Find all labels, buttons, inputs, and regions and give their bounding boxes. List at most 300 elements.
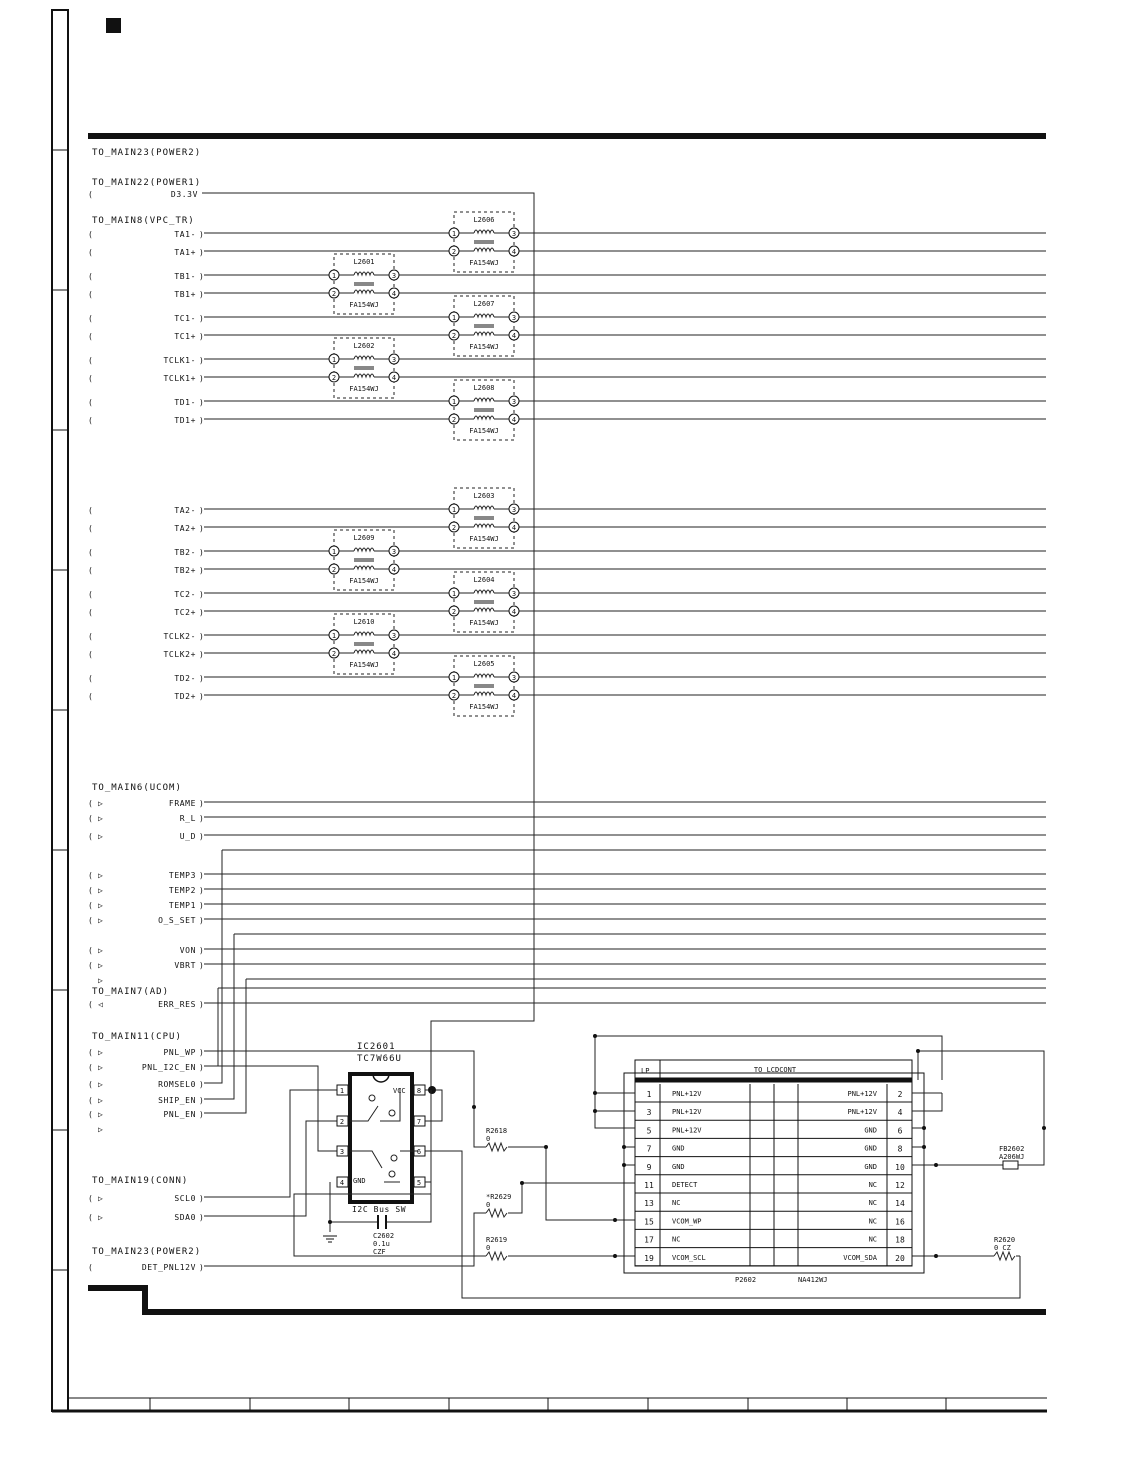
resistor-r2620 xyxy=(912,1236,1020,1260)
filter-pin: 3 xyxy=(511,590,517,598)
signal-upper-5 xyxy=(88,332,1046,341)
arrow-mark: ▷ xyxy=(98,1063,104,1072)
filter-pin: 1 xyxy=(331,548,337,556)
paren-mark: ) xyxy=(199,566,205,575)
connector-signal-left: VCOM_WP xyxy=(672,1217,702,1226)
header-ucom: TO_MAIN6(UCOM) xyxy=(92,783,182,793)
signal-upper-4 xyxy=(88,314,1046,323)
filter-part: FA154WJ xyxy=(349,577,379,585)
paren-mark: ) xyxy=(199,832,205,841)
signal-label: TCLK1- xyxy=(163,356,196,365)
filter-pin: 4 xyxy=(511,248,517,256)
signal-upper-3 xyxy=(88,290,1046,299)
paren-mark: ( xyxy=(88,1096,94,1105)
paren-mark: ( xyxy=(88,1048,94,1057)
signal-ucom-1 xyxy=(88,814,1046,823)
cap-value: 0.1u xyxy=(373,1240,390,1248)
signal-lower-5 xyxy=(88,608,1046,617)
header-ad: TO_MAIN7(AD) xyxy=(92,987,170,997)
connector-p2602 xyxy=(624,1060,924,1284)
arrow-mark: ▷ xyxy=(98,901,104,910)
arrow-mark: ▷ xyxy=(98,1125,104,1134)
connector-pin-right: 14 xyxy=(895,1199,905,1209)
header-power2-bottom: TO_MAIN23(POWER2) xyxy=(92,1247,202,1257)
paren-mark: ) xyxy=(199,1048,205,1057)
connector-pin-right: 4 xyxy=(897,1108,903,1118)
paren-mark: ( xyxy=(88,961,94,970)
filter-pin: 4 xyxy=(511,608,517,616)
signal-upper-6 xyxy=(88,356,1046,365)
filter-pin: 4 xyxy=(511,332,517,340)
connector-signal-right: GND xyxy=(864,1162,877,1171)
arrow-mark: ▷ xyxy=(98,871,104,880)
filter-l2603 xyxy=(449,488,519,548)
filter-pin: 2 xyxy=(331,374,337,382)
connector-signal-left: GND xyxy=(672,1162,685,1171)
header-cpu: TO_MAIN11(CPU) xyxy=(92,1032,182,1042)
signal-lower-1 xyxy=(88,524,1046,533)
signal-temp-2 xyxy=(88,901,1046,910)
paren-mark: ) xyxy=(199,548,205,557)
corner-marker xyxy=(106,18,121,33)
paren-mark: ( xyxy=(88,398,94,407)
connector-signal-right: NC xyxy=(868,1217,877,1226)
paren-mark: ) xyxy=(199,674,205,683)
filter-l2604 xyxy=(449,572,519,632)
signal-label: TD2- xyxy=(174,674,196,683)
filter-part: FA154WJ xyxy=(469,259,499,267)
signal-lower-4 xyxy=(88,590,1046,599)
signal-lower-9 xyxy=(88,692,1046,701)
filter-l2601 xyxy=(329,254,399,314)
filter-pin: 3 xyxy=(391,548,397,556)
arrow-mark: ▷ xyxy=(98,886,104,895)
filter-ref: L2602 xyxy=(353,342,375,350)
paren-mark: ( xyxy=(88,566,94,575)
arrow-mark: ▷ xyxy=(98,832,104,841)
filter-ref: L2609 xyxy=(353,534,375,542)
resistors xyxy=(472,1105,1020,1260)
signal-label: TD1+ xyxy=(174,416,196,425)
filter-pin: 2 xyxy=(451,332,457,340)
signal-label: TA1+ xyxy=(174,248,196,257)
arrow-mark: ▷ xyxy=(98,1048,104,1057)
paren-mark: ( xyxy=(88,332,94,341)
signal-label: TC1+ xyxy=(174,332,196,341)
arrow-mark: ▷ xyxy=(98,916,104,925)
ic-pin: 7 xyxy=(416,1118,422,1126)
paren-mark: ( xyxy=(88,871,94,880)
signal-label: DET_PNL12V xyxy=(141,1263,196,1272)
paren-mark: ) xyxy=(199,1080,205,1089)
paren-mark: ( xyxy=(88,416,94,425)
connector-signal-left: PNL+12V xyxy=(672,1090,702,1098)
signal-upper-8 xyxy=(88,398,1046,407)
signal-v-0 xyxy=(88,946,1046,955)
filter-l2610 xyxy=(329,614,399,674)
header-power2-top: TO_MAIN23(POWER2) xyxy=(92,148,202,158)
ferrite-part: A206WJ xyxy=(999,1153,1025,1161)
cap-ref: C2602 xyxy=(373,1232,395,1240)
paren-mark: ) xyxy=(199,946,205,955)
paren-mark: ( xyxy=(88,674,94,683)
signal-label: ROMSEL0 xyxy=(158,1080,196,1089)
header-vpc-tr: TO_MAIN8(VPC_TR) xyxy=(92,216,195,226)
signal-label: PNL_I2C_EN xyxy=(141,1063,196,1072)
capacitor-c2602 xyxy=(323,1090,431,1256)
signal-lower-7 xyxy=(88,650,1046,659)
filter-part: FA154WJ xyxy=(349,661,379,669)
connector-pin-right: 20 xyxy=(895,1253,905,1263)
filter-pin: 2 xyxy=(331,566,337,574)
signal-conn-1 xyxy=(88,1121,350,1222)
filter-pin: 3 xyxy=(511,674,517,682)
paren-mark: ) xyxy=(199,1096,205,1105)
signal-cpu-1 xyxy=(88,1063,350,1151)
filter-l2608 xyxy=(449,380,519,440)
resistor-ref: R2619 xyxy=(486,1236,508,1244)
paren-mark: ( xyxy=(88,272,94,281)
ic-pin: 6 xyxy=(416,1148,422,1156)
signal-label: TB2- xyxy=(174,548,196,557)
cap-type: CZF xyxy=(373,1248,386,1256)
signal-temp-3 xyxy=(88,916,1046,925)
connector-pin-right: 10 xyxy=(895,1162,905,1172)
filter-pin: 1 xyxy=(451,314,457,322)
paren-mark: ) xyxy=(199,1213,205,1222)
connector-signal-right: NC xyxy=(868,1235,877,1244)
resistor-value: 0 CZ xyxy=(994,1244,1011,1252)
connector-pin-right: 8 xyxy=(897,1144,903,1154)
filter-pin: 4 xyxy=(391,374,397,382)
filter-pin: 2 xyxy=(451,248,457,256)
paren-mark: ( xyxy=(88,946,94,955)
connector-signal-left: NC xyxy=(672,1235,681,1244)
paren-mark: ( xyxy=(88,1263,94,1272)
paren-mark: ( xyxy=(88,832,94,841)
paren-mark: ) xyxy=(199,1194,205,1203)
filter-pin: 1 xyxy=(451,230,457,238)
signal-lower-3 xyxy=(88,566,1046,575)
paren-mark: ) xyxy=(199,416,205,425)
arrow-mark: ▷ xyxy=(98,976,104,985)
filter-pin: 3 xyxy=(511,230,517,238)
connector-wiring xyxy=(593,1034,942,1167)
connector-signal-right: NC xyxy=(868,1181,877,1189)
paren-mark: ( xyxy=(88,1063,94,1072)
paren-mark: ) xyxy=(199,248,205,257)
filter-pin: 1 xyxy=(331,272,337,280)
filter-ref: L2603 xyxy=(473,492,495,500)
paren-mark: ( xyxy=(88,230,94,239)
signal-label: R_L xyxy=(179,814,196,823)
paren-mark: ) xyxy=(199,1000,205,1009)
paren-mark: ( xyxy=(88,886,94,895)
paren-mark: ( xyxy=(88,248,94,257)
connector-pin-right: 18 xyxy=(895,1235,905,1245)
paren-mark: ) xyxy=(199,332,205,341)
connector-pin-left: 13 xyxy=(644,1199,654,1209)
paren-mark: ( xyxy=(88,314,94,323)
filter-ref: L2601 xyxy=(353,258,375,266)
ic-vcc: VCC xyxy=(393,1087,406,1095)
filter-part: FA154WJ xyxy=(349,301,379,309)
signal-label: TD1- xyxy=(174,398,196,407)
signal-label: TB2+ xyxy=(174,566,196,575)
filter-l2606 xyxy=(449,212,519,272)
filter-part: FA154WJ xyxy=(469,535,499,543)
filter-ref: L2604 xyxy=(473,576,495,584)
signal-label: FRAME xyxy=(168,799,196,808)
paren-mark: ) xyxy=(199,871,205,880)
paren-mark: ) xyxy=(199,374,205,383)
paren-mark: ( xyxy=(88,901,94,910)
paren-mark: ) xyxy=(199,608,205,617)
signal-label: O_S_SET xyxy=(158,916,196,925)
connector-signal-right: GND xyxy=(864,1144,877,1153)
connector-pin-right: 2 xyxy=(897,1090,903,1099)
ic-pin: 8 xyxy=(416,1087,422,1095)
arrow-mark: ▷ xyxy=(98,1080,104,1089)
connector-pin-left: 19 xyxy=(644,1253,654,1263)
paren-mark: ( xyxy=(88,632,94,641)
signal-label: TB1+ xyxy=(174,290,196,299)
signal-label: TB1- xyxy=(174,272,196,281)
paren-mark: ( xyxy=(88,1080,94,1089)
paren-mark: ) xyxy=(199,356,205,365)
paren-mark: ( xyxy=(88,506,94,515)
arrow-mark: ▷ xyxy=(98,1096,104,1105)
resistor-value: 0 xyxy=(486,1244,491,1252)
paren-mark: ( xyxy=(88,356,94,365)
paren-mark: ( xyxy=(88,1194,94,1203)
signal-label: TEMP1 xyxy=(168,901,196,910)
resistor-ref: *R2629 xyxy=(486,1193,512,1201)
connector-signal-left: PNL+12V xyxy=(672,1126,702,1135)
signal-temp-0 xyxy=(88,871,1046,880)
signal-label: VBRT xyxy=(174,961,196,970)
filter-pin: 4 xyxy=(511,524,517,532)
arrow-mark: ▷ xyxy=(98,1213,104,1222)
paren-mark: ( xyxy=(88,799,94,808)
signal-lower-6 xyxy=(88,632,1046,641)
ic-pin: 2 xyxy=(339,1118,345,1126)
filter-part: FA154WJ xyxy=(349,385,379,393)
arrow-mark: ▷ xyxy=(98,1110,104,1119)
ic-ref: IC2601 xyxy=(357,1042,396,1052)
filter-part: FA154WJ xyxy=(469,703,499,711)
paren-mark: ( xyxy=(88,1110,94,1119)
connector-pin-left: 15 xyxy=(644,1217,654,1227)
connector-pin-right: 6 xyxy=(897,1126,903,1136)
signal-label: U_D xyxy=(179,832,196,841)
resistor-r2618 xyxy=(486,1127,635,1220)
signal-label: TEMP3 xyxy=(168,871,196,880)
signal-label: TA2- xyxy=(174,506,196,515)
connector-pin-left: 3 xyxy=(646,1108,652,1118)
ic-pin: 5 xyxy=(416,1179,422,1187)
connector-signal-right: PNL+12V xyxy=(847,1108,877,1117)
signal-lower-8 xyxy=(88,674,1046,683)
paren-mark: ) xyxy=(199,692,205,701)
signal-upper-1 xyxy=(88,248,1046,257)
filter-pin: 1 xyxy=(451,674,457,682)
filter-pin: 3 xyxy=(391,356,397,364)
paren-mark: ( xyxy=(88,608,94,617)
connector-signal-left: DETECT xyxy=(672,1181,698,1189)
filter-ref: L2606 xyxy=(473,216,495,224)
filter-pin: 3 xyxy=(391,632,397,640)
connector-signal-right: NC xyxy=(868,1199,877,1208)
paren-mark: ) xyxy=(199,886,205,895)
filter-pin: 4 xyxy=(511,692,517,700)
connector-signal-left: NC xyxy=(672,1199,681,1208)
ic-desc: I2C Bus SW xyxy=(352,1205,407,1214)
ferrite-ref: FB2602 xyxy=(999,1145,1025,1153)
paren-mark: ) xyxy=(199,314,205,323)
paren-mark: ( xyxy=(88,524,94,533)
filter-pin: 2 xyxy=(451,524,457,532)
filter-part: FA154WJ xyxy=(469,343,499,351)
connector-signal-left: GND xyxy=(672,1144,685,1153)
bottom-rule xyxy=(88,1288,1046,1312)
filter-l2607 xyxy=(449,296,519,356)
paren-mark: ) xyxy=(199,272,205,281)
filter-l2609 xyxy=(329,530,399,590)
signal-ucom-2 xyxy=(88,832,1046,841)
connector-title: TO LCDCONT xyxy=(753,1066,797,1074)
signal-label: TC1- xyxy=(174,314,196,323)
filter-pin: 1 xyxy=(451,398,457,406)
arrow-mark: ▷ xyxy=(98,814,104,823)
signal-label: TCLK1+ xyxy=(163,374,196,383)
signal-label: TA1- xyxy=(174,230,196,239)
signal-label: SCL0 xyxy=(174,1194,196,1203)
paren-mark: ) xyxy=(199,650,205,659)
filter-pin: 3 xyxy=(511,314,517,322)
ferrite-fb2602 xyxy=(916,1049,1046,1169)
connector-pin-right: 16 xyxy=(895,1217,905,1227)
signal-label: TCLK2+ xyxy=(163,650,196,659)
paren-mark: ) xyxy=(199,799,205,808)
paren-mark: ( xyxy=(88,290,94,299)
signal-ucom-0 xyxy=(88,799,1046,808)
paren-mark: ( xyxy=(88,814,94,823)
ic-gnd: GND xyxy=(353,1177,366,1185)
paren-mark: ) xyxy=(199,961,205,970)
paren-mark: ) xyxy=(199,524,205,533)
connector-signal-left: PNL+12V xyxy=(672,1108,702,1117)
filter-pin: 1 xyxy=(451,590,457,598)
filter-ref: L2607 xyxy=(473,300,495,308)
header-conn: TO_MAIN19(CONN) xyxy=(92,1176,189,1186)
signal-label: PNL_WP xyxy=(163,1048,196,1057)
filter-pin: 3 xyxy=(511,506,517,514)
signal-label: TA2+ xyxy=(174,524,196,533)
ic-part: TC7W66U xyxy=(357,1054,402,1064)
paren-mark: ) xyxy=(199,590,205,599)
paren-mark: ( xyxy=(88,1213,94,1222)
paren-mark: ) xyxy=(199,632,205,641)
filter-pin: 2 xyxy=(331,290,337,298)
filter-pin: 3 xyxy=(391,272,397,280)
signal-v-1 xyxy=(88,961,1046,970)
paren-mark: ) xyxy=(199,506,205,515)
resistor-r2619 xyxy=(486,1236,635,1260)
filter-ref: L2608 xyxy=(473,384,495,392)
paren-mark: ) xyxy=(199,230,205,239)
arrow-mark: ▷ xyxy=(98,946,104,955)
signal-err-res xyxy=(88,1000,1046,1009)
signal-label: PNL_EN xyxy=(163,1110,196,1119)
paren-mark: ( xyxy=(88,692,94,701)
paren-mark: ( xyxy=(88,650,94,659)
filter-part: FA154WJ xyxy=(469,427,499,435)
paren-mark: ) xyxy=(199,1063,205,1072)
ic-pin: 4 xyxy=(339,1179,345,1187)
signal-label: TC2- xyxy=(174,590,196,599)
connector-signal-left: VCOM_SCL xyxy=(672,1253,706,1262)
connector-pin-left: 7 xyxy=(646,1144,652,1154)
filter-pin: 2 xyxy=(451,416,457,424)
signal-label: SHIP_EN xyxy=(158,1096,196,1105)
filter-pin: 4 xyxy=(391,566,397,574)
connector-part: NA412WJ xyxy=(798,1276,828,1284)
resistor-r2629 xyxy=(486,1183,635,1217)
signal-upper-0 xyxy=(88,230,1046,239)
filter-pin: 4 xyxy=(391,650,397,658)
paren-mark: ) xyxy=(199,398,205,407)
signal-label: TEMP2 xyxy=(168,886,196,895)
signal-label: SDA0 xyxy=(174,1213,196,1222)
filter-pin: 2 xyxy=(451,692,457,700)
signal-conn-0 xyxy=(88,1090,350,1203)
filter-ref: L2605 xyxy=(473,660,495,668)
signal-label: ERR_RES xyxy=(158,1000,196,1009)
header-power1: TO_MAIN22(POWER1) xyxy=(92,178,202,188)
paren-mark: ) xyxy=(199,290,205,299)
paren-mark: ) xyxy=(199,916,205,925)
tr-signal-lines xyxy=(88,230,1046,701)
signal-temp-1 xyxy=(88,886,1046,895)
connector-ref: P2602 xyxy=(735,1276,757,1284)
resistor-ref: R2618 xyxy=(486,1127,508,1135)
resistor-value: 0 xyxy=(486,1201,491,1209)
paren-mark: ( xyxy=(88,590,94,599)
arrow-mark: ▷ xyxy=(98,799,104,808)
signal-upper-7 xyxy=(88,374,1046,383)
signal-label-d33v: D3.3V xyxy=(170,190,198,199)
paren-mark: ) xyxy=(199,814,205,823)
signal-label: VON xyxy=(179,946,196,955)
arrow-mark: ▷ xyxy=(98,961,104,970)
filter-pin: 4 xyxy=(511,416,517,424)
connector-pin-left: 9 xyxy=(646,1162,652,1172)
filter-pin: 4 xyxy=(391,290,397,298)
connector-signal-right: VCOM_SDA xyxy=(843,1253,877,1262)
signal-lower-0 xyxy=(88,506,1046,515)
filter-part: FA154WJ xyxy=(469,619,499,627)
connector-pin-left: 11 xyxy=(644,1181,654,1190)
arrow-mark: ◁ xyxy=(98,1000,104,1009)
paren-mark: ( xyxy=(88,1000,94,1009)
ic-pin: 3 xyxy=(339,1148,345,1156)
filter-pin: 1 xyxy=(451,506,457,514)
paren-mark: ) xyxy=(199,1263,205,1272)
signal-label: TC2+ xyxy=(174,608,196,617)
connector-signal-right: PNL+12V xyxy=(847,1090,877,1098)
filter-pin: 2 xyxy=(331,650,337,658)
